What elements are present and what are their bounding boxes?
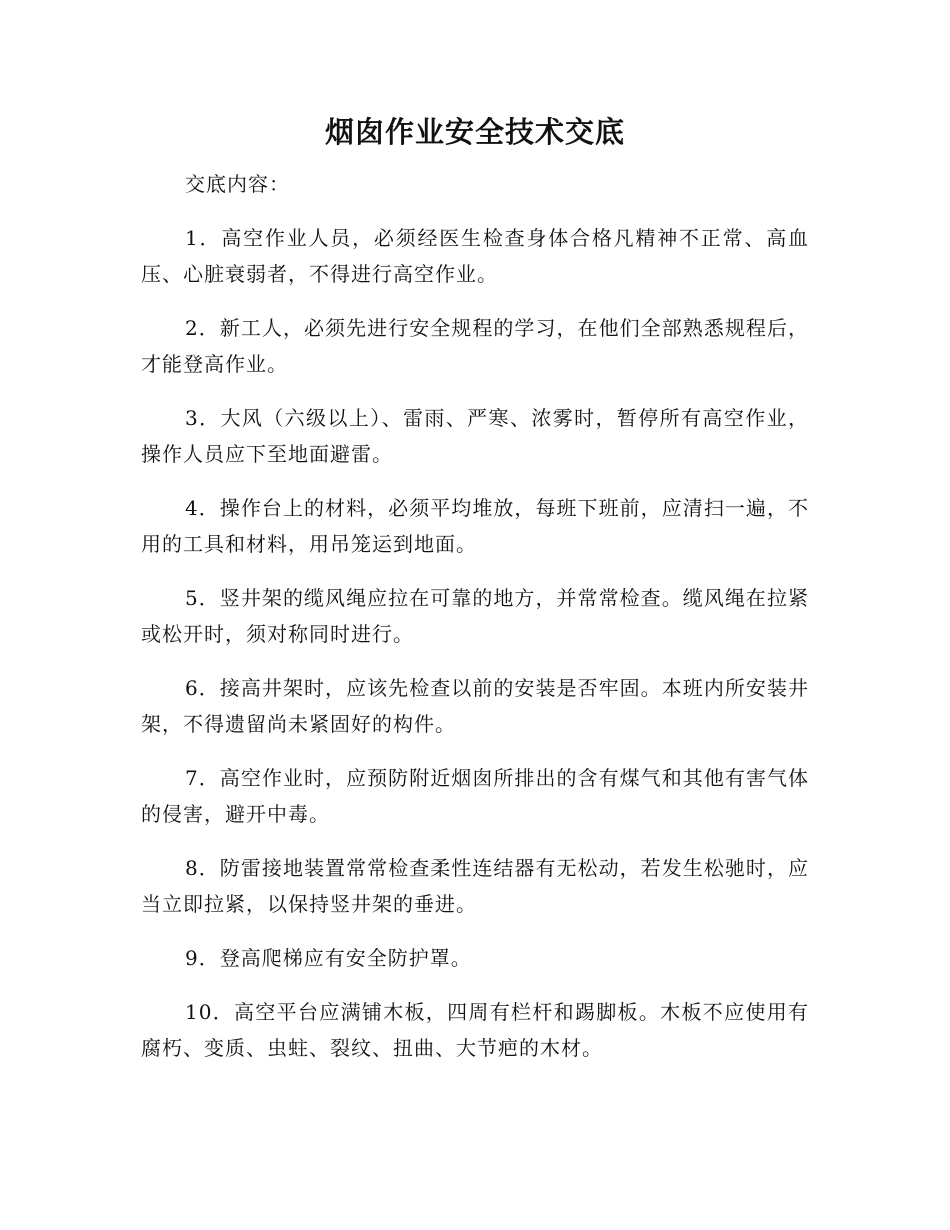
- list-item: 8．防雷接地装置常常检查柔性连结器有无松动，若发生松驰时，应当立即拉紧，以保持竖井架的垂进。: [141, 856, 809, 916]
- document-body: [141, 166, 809, 1084]
- list-item: 6．接高井架时，应该先检查以前的安装是否牢固。本班内所安装井架，不得遗留尚未紧固好的构件。: [141, 676, 809, 736]
- list-item: 9．登高爬梯应有安全防护罩。: [185, 946, 472, 970]
- document-title: 烟囱作业安全技术交底: [324, 115, 625, 149]
- list-item: 2．新工人，必须先进行安全规程的学习，在他们全部熟悉规程后，才能登高作业。: [141, 316, 809, 376]
- list-item: 3．大风（六级以上）、雷雨、严寒、浓雾时，暂停所有高空作业，操作人员应下至地面避雷。: [141, 406, 809, 466]
- intro-paragraph: 交底内容：: [185, 172, 290, 196]
- list-item: 4．操作台上的材料，必须平均堆放，每班下班前，应清扫一遍，不用的工具和材料，用吊笼运到地面。: [141, 496, 809, 556]
- list-item: 10．高空平台应满铺木板，四周有栏杆和踢脚板。木板不应使用有腐朽、变质、虫蛀、裂纹、扭曲、大节疤的木材。: [141, 1000, 809, 1060]
- list-item: 7．高空作业时，应预防附近烟囱所排出的含有煤气和其他有害气体的侵害，避开中毒。: [141, 766, 809, 826]
- list-item: 5．竖井架的缆风绳应拉在可靠的地方，并常常检查。缆风绳在拉紧或松开时，须对称同时进行。: [141, 586, 809, 646]
- list-item: 1．高空作业人员，必须经医生检查身体合格凡精神不正常、高血压、心脏衰弱者，不得进行高空作业。: [141, 226, 809, 286]
